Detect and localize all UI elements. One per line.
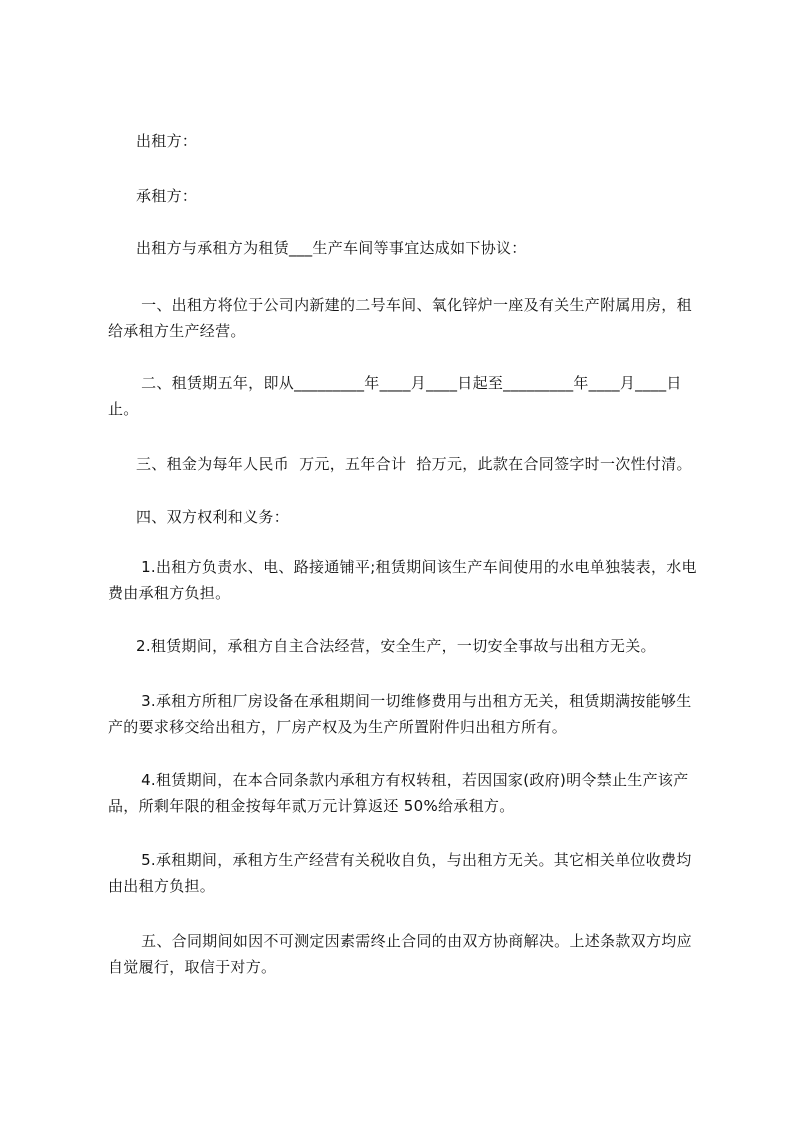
clause-4-heading: 四、双方权利和义务： [136, 508, 290, 526]
clause-2: 二、租赁期五年，即从_________年____月____日起至_________年____月____日止。 [108, 374, 682, 418]
clause-1: 一、出租方将位于公司内新建的二号车间、氧化锌炉一座及有关生产附属用房，租给承租方生产经营。 [108, 296, 692, 340]
clause-4-item-5: 5.承租期间，承租方生产经营有关税收自负，与出租方无关。其它相关单位收费均由出租方负担。 [108, 851, 692, 895]
clause-4-item-3: 3.承租方所租厂房设备在承租期间一切维修费用与出租方无关，租赁期满按能够生产的要求移交给出租方，厂房产权及为生产所置附件归出租方所有。 [108, 692, 692, 736]
intro-paragraph: 出租方与承租方为租赁___生产车间等事宜达成如下协议： [136, 239, 527, 257]
clause-4-item-4: 4.租赁期间，在本合同条款内承租方有权转租，若因国家(政府)明令禁止生产该产品，所剩年限的租金按每年贰万元计算返还 50%给承租方。 [108, 771, 689, 815]
clause-4-item-2: 2.租赁期间，承租方自主合法经营，安全生产，一切安全事故与出租方无关。 [136, 637, 656, 655]
lessee-line: 承租方： [136, 187, 198, 205]
clause-4-item-1: 1.出租方负责水、电、路接通铺平;租赁期间该生产车间使用的水电单独装表，水电费由承租方负担。 [108, 558, 697, 602]
clause-5: 五、合同期间如因不可测定因素需终止合同的由双方协商解决。上述条款双方均应自觉履行，取信于对方。 [108, 932, 692, 976]
clause-3: 三、租金为每年人民币 万元，五年合计 拾万元，此款在合同签字时一次性付清。 [136, 455, 692, 473]
lessor-line: 出租方： [136, 132, 198, 150]
